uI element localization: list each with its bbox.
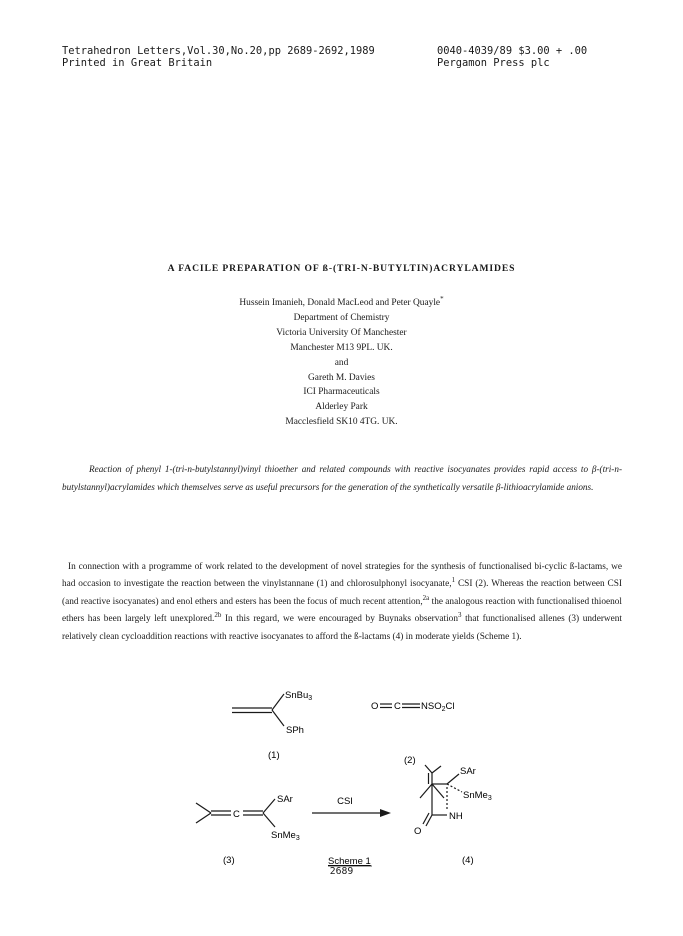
- compound-3-substituent: SnMe$_3$: [271, 830, 300, 842]
- reference-marker: 2b: [214, 611, 222, 620]
- publisher: Pergamon Press plc: [437, 57, 550, 69]
- compound-4-substituent: SnMe$_3$: [463, 790, 492, 802]
- body-text-segment: that functionalised allenes (3) underwent relatively clean cycloaddition reactions with reactive isocyanates to afford the ß-lactams (4) in moderate yields (Scheme 1).: [62, 614, 622, 642]
- paper-title: A FACILE PREPARATION OF ß-(TRI-N-BUTYLTIN)ACRYLAMIDES: [167, 263, 516, 274]
- author-names-line: [0, 296, 683, 311]
- author-block: [0, 296, 683, 430]
- corresponding-author-mark: *: [440, 294, 444, 303]
- compound-4-label: (4): [462, 855, 474, 866]
- printed-in: Printed in Great Britain: [62, 57, 213, 69]
- body-text-segment: In this regard, we were encouraged by Buynaks observation: [221, 614, 458, 625]
- compound-4-substituent: SAr: [460, 766, 476, 777]
- abstract: [62, 460, 622, 496]
- compound-4-atom: O: [414, 826, 422, 837]
- compound-1-substituent: SPh: [286, 725, 304, 736]
- compound-3-atom: C: [233, 809, 240, 820]
- compound-2-label: (2): [404, 755, 416, 766]
- issn-price: 0040-4039/89 $3.00 + .00: [437, 45, 588, 57]
- reference-marker: 3: [457, 611, 462, 620]
- second-author: Gareth M. Davies: [308, 372, 375, 383]
- affiliation-line: Manchester M13 9PL. UK.: [290, 342, 393, 353]
- affiliation-line: Department of Chemistry: [293, 312, 390, 323]
- author-names: Hussein Imanieh, Donald MacLeod and Peter Quayle: [239, 298, 441, 308]
- and-separator: and: [334, 357, 349, 368]
- compound-3-label: (3): [223, 855, 235, 866]
- compound-4-atom: NH: [449, 811, 463, 822]
- compound-2-atom: C: [394, 701, 401, 712]
- compound-3-substituent: SAr: [277, 794, 293, 805]
- body-text-segment: the analogous reaction with functionalised thioenol ethers has been largely left unexplored.: [62, 596, 622, 625]
- reaction-reagent: CSI: [337, 796, 353, 807]
- reference-marker: 2a: [422, 593, 430, 602]
- journal-citation: Tetrahedron Letters,Vol.30,No.20,pp 2689-2692,1989: [62, 45, 375, 57]
- compound-2-atom: O: [371, 701, 379, 712]
- scheme-1-figure: [0, 688, 683, 867]
- compound-2-formula: $NSO_2Cl$: [421, 701, 455, 713]
- reaction-arrow-head: [380, 809, 391, 817]
- body-text-segment: In connection with a programme of work related to the development of novel strategies for the synthesis of functionalised bi-cyclic ß-lactams, we had occasion to investigate the reaction between the vinylstannane (1) and chlorosulphonyl isocyanate,: [62, 562, 622, 590]
- compound-1-label: (1): [268, 750, 280, 761]
- scheme-caption: Scheme 1: [328, 856, 371, 867]
- affiliation-line: ICI Pharmaceuticals: [303, 387, 380, 398]
- affiliation-line: Macclesfield SK10 4TG. UK.: [285, 417, 398, 428]
- page-number: 2689: [329, 866, 354, 877]
- affiliation-line: Victoria University Of Manchester: [276, 327, 407, 338]
- abstract-text: Reaction of phenyl 1-(tri-n-butylstannyl)vinyl thioether and related compounds with reactive isocyanates provides rapid access to β-(tri-n-butylstannyl)acrylamides which themselves serve as useful precursors for the generation of the synthetically versatile β-lithioacrylamide anions.: [62, 464, 622, 492]
- compound-1-substituent: SnBu$_3$: [285, 690, 313, 702]
- reference-marker: 1: [451, 576, 456, 585]
- body-text-segment: CSI (2). Whereas the reaction between CSI (and reactive isocyanates) and enol ethers and esters has been the focus of much recent attention,: [62, 579, 622, 607]
- body-paragraph: [62, 559, 622, 646]
- affiliation-line: Alderley Park: [315, 402, 368, 413]
